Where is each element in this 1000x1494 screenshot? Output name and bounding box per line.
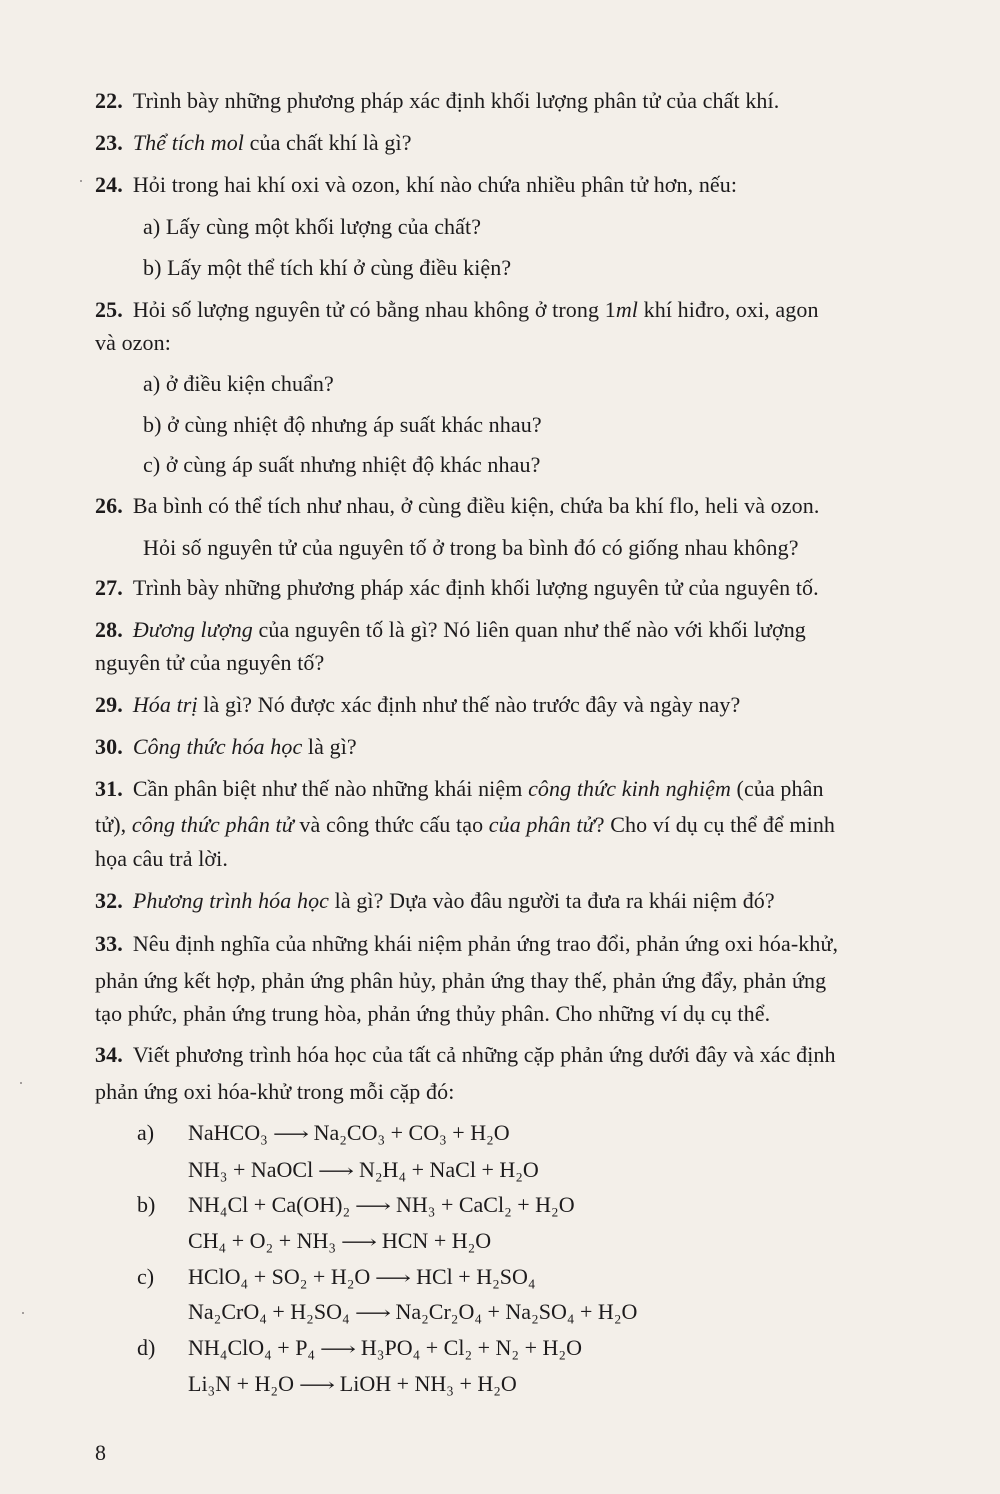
question-number: 34. — [95, 1042, 123, 1067]
term: Thể tích mol — [132, 130, 245, 155]
question-text: Trình bày những phương pháp xác định khối lượng phân tử của chất khí. — [132, 88, 780, 113]
equation — [188, 1369, 517, 1400]
term: Đương lượng — [132, 617, 253, 642]
equation-rhs: HCl + H₂SO₄ — [416, 1264, 536, 1289]
arrow-icon: ⟶ — [340, 1232, 378, 1252]
question-text: của nguyên tố là gì? Nó liên quan như thế nào với khối lượng — [252, 617, 806, 642]
question-32 — [95, 886, 775, 916]
sub-question: a) Lấy cùng một khối lượng của chất? — [143, 214, 482, 239]
question-text-cont: phản ứng oxi hóa-khử trong mỗi cặp đó: — [95, 1079, 455, 1104]
question-number: 28. — [95, 617, 123, 642]
equation-lhs: NaHCO₃ — [188, 1120, 268, 1145]
question-text: tử), — [95, 812, 132, 837]
equation-rhs: N₂H₄ + NaCl + H₂O — [359, 1157, 539, 1182]
term: của phân tử — [488, 812, 595, 837]
question-27 — [95, 573, 819, 603]
question-text: Hỏi trong hai khí oxi và ozon, khí nào chứa nhiều phân tử hơn, nếu: — [132, 172, 738, 197]
arrow-icon: ⟶ — [355, 1196, 392, 1216]
question-text: Ba bình có thể tích như nhau, ở cùng điều kiện, chứa ba khí flo, heli và ozon. — [132, 493, 820, 518]
question-23 — [95, 128, 412, 158]
question-number: 32. — [95, 888, 123, 913]
equation — [188, 1155, 539, 1186]
term: công thức kinh nghiệm — [528, 776, 731, 801]
equation-rhs: NH₃ + CaCl₂ + H₂O — [396, 1192, 575, 1217]
question-number: 23. — [95, 130, 123, 155]
question-text-cont: họa câu trả lời. — [95, 846, 228, 871]
unit: ml — [615, 297, 639, 322]
equation-rhs: HCN + H₂O — [381, 1228, 492, 1253]
question-text-cont: tạo phức, phản ứng trung hòa, phản ứng thủy phân. Cho những ví dụ cụ thể. — [95, 1001, 771, 1026]
sub-question: c) ở cùng áp suất nhưng nhiệt độ khác nhau? — [143, 452, 541, 477]
question-number: 22. — [95, 88, 123, 113]
term: công thức phân tử — [131, 812, 294, 837]
equation-label: b) — [137, 1192, 156, 1217]
equation-label: c) — [137, 1264, 155, 1289]
equation-lhs: NH₄ClO₄ + P₄ — [188, 1335, 316, 1360]
question-text-cont — [95, 810, 835, 840]
question-33 — [95, 929, 838, 959]
equation-lhs: Na₂CrO₄ + H₂SO₄ — [188, 1299, 350, 1324]
arrow-icon: ⟶ — [298, 1375, 335, 1395]
equation-lhs: HClO₄ + SO₂ + H₂O — [188, 1264, 371, 1289]
equation-lhs: NH₄Cl + Ca(OH)₂ — [188, 1192, 351, 1217]
equation-lhs: CH₄ + O₂ + NH₃ — [188, 1228, 337, 1253]
scan-speck — [22, 1312, 24, 1314]
term: Hóa trị — [132, 692, 198, 717]
question-22 — [95, 86, 779, 116]
equation-label: d) — [137, 1335, 156, 1360]
question-24 — [95, 170, 737, 200]
arrow-icon: ⟶ — [272, 1124, 309, 1144]
question-text-cont: nguyên tử của nguyên tố? — [95, 650, 325, 675]
question-text: Cần phân biệt như thế nào những khái niệm — [132, 776, 529, 801]
sub-question: b) Lấy một thể tích khí ở cùng điều kiện? — [143, 255, 512, 280]
question-text: là gì? Dựa vào đâu người ta đưa ra khái niệm đó? — [329, 888, 775, 913]
sub-question: b) ở cùng nhiệt độ nhưng áp suất khác nhau? — [143, 412, 542, 437]
question-26 — [95, 491, 819, 521]
equation — [188, 1297, 637, 1328]
question-text-cont: phản ứng kết hợp, phản ứng phân hủy, phản ứng thay thế, phản ứng đẩy, phản ứng — [95, 968, 827, 993]
scan-speck — [80, 180, 82, 182]
question-number: 33. — [95, 931, 123, 956]
question-number: 27. — [95, 575, 123, 600]
question-number: 31. — [95, 776, 123, 801]
arrow-icon: ⟶ — [375, 1268, 412, 1288]
scan-speck — [20, 1082, 22, 1084]
equation-lhs: Li₃N + H₂O — [188, 1371, 294, 1396]
question-text: (của phân — [730, 776, 824, 801]
equation-label: a) — [137, 1120, 155, 1145]
equation — [188, 1262, 536, 1293]
question-30 — [95, 732, 357, 762]
question-number: 29. — [95, 692, 123, 717]
question-text: của chất khí là gì? — [244, 130, 412, 155]
term: Phương trình hóa học — [132, 888, 330, 913]
arrow-icon: ⟶ — [319, 1339, 357, 1359]
term: Công thức hóa học — [132, 734, 303, 759]
question-text: là gì? — [302, 734, 357, 759]
page-number: 8 — [95, 1440, 106, 1465]
question-25 — [95, 295, 819, 325]
equation-rhs: H₃PO₄ + Cl₂ + N₂ + H₂O — [360, 1335, 582, 1360]
equation — [188, 1333, 582, 1364]
arrow-icon: ⟶ — [318, 1161, 355, 1181]
equation — [188, 1190, 575, 1221]
equation — [188, 1226, 491, 1257]
sub-question: a) ở điều kiện chuẩn? — [143, 371, 334, 396]
question-number: 24. — [95, 172, 123, 197]
question-text: Trình bày những phương pháp xác định khối lượng nguyên tử của nguyên tố. — [132, 575, 819, 600]
question-number: 25. — [95, 297, 123, 322]
arrow-icon: ⟶ — [354, 1303, 391, 1323]
question-31 — [95, 774, 824, 804]
question-number: 30. — [95, 734, 123, 759]
question-text: Viết phương trình hóa học của tất cả những cặp phản ứng dưới đây và xác định — [132, 1042, 836, 1067]
question-text: là gì? Nó được xác định như thế nào trước đây và ngày nay? — [197, 692, 741, 717]
question-29 — [95, 690, 740, 720]
question-text: và công thức cấu tạo — [293, 812, 489, 837]
question-text: ? Cho ví dụ cụ thể để minh — [594, 812, 836, 837]
equation — [188, 1118, 510, 1149]
equation-rhs: LiOH + NH₃ + H₂O — [339, 1371, 517, 1396]
question-34 — [95, 1040, 836, 1070]
question-28 — [95, 615, 806, 645]
question-text: khí hiđro, oxi, agon — [638, 297, 819, 322]
equation-rhs: Na₂CO₃ + CO₃ + H₂O — [313, 1120, 510, 1145]
question-number: 26. — [95, 493, 123, 518]
question-text: Hỏi số lượng nguyên tử có bằng nhau không ở trong 1 — [132, 297, 616, 322]
equation-rhs: Na₂Cr₂O₄ + Na₂SO₄ + H₂O — [395, 1299, 638, 1324]
question-text: Nêu định nghĩa của những khái niệm phản ứng trao đổi, phản ứng oxi hóa-khử, — [132, 931, 839, 956]
question-text-cont: và ozon: — [95, 330, 171, 355]
equation-lhs: NH₃ + NaOCl — [188, 1157, 314, 1182]
question-text-cont: Hỏi số nguyên tử của nguyên tố ở trong ba bình đó có giống nhau không? — [143, 535, 799, 560]
